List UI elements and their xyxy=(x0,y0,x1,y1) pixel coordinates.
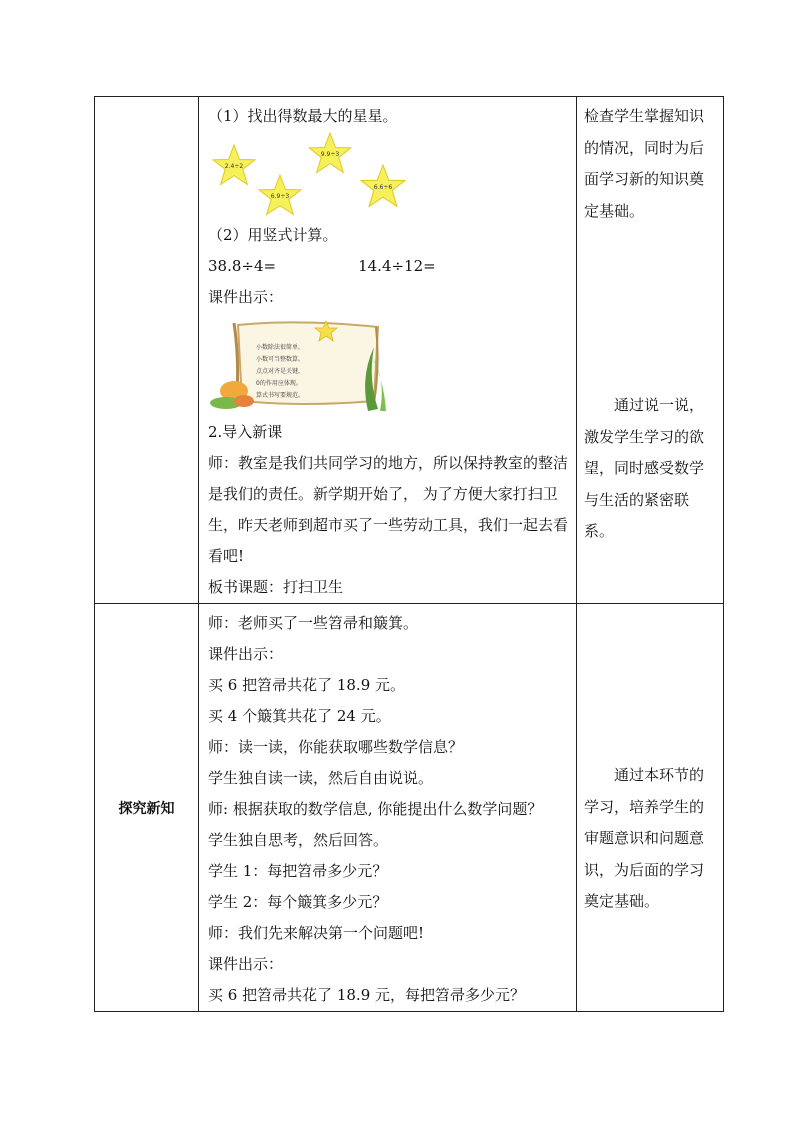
purpose-text: 通过说一说，激发学生学习的欲望，同时感受数学与生活的紧密联系。 xyxy=(584,396,705,540)
content-cell xyxy=(199,97,577,604)
content-line: 课件出示： xyxy=(208,955,284,973)
calc-row xyxy=(208,251,576,282)
rhyme-line: 0的作用应体现。 xyxy=(256,380,302,387)
calc-item: 14.4÷12= xyxy=(358,257,436,275)
question-2: （2）用竖式计算。 xyxy=(208,226,338,244)
rhyme-line: 点点对齐是关键， xyxy=(256,368,305,375)
scroll-illustration xyxy=(208,317,392,413)
teacher-intro: 师：教室是我们共同学习的地方，所以保持教室的整洁是我们的责任。新学期开始了， 为了方便大家打扫卫生，昨天老师到超市买了一些劳动工具，我们一起去看看吧! xyxy=(208,454,569,565)
purpose-text: 通过本环节的学习，培养学生的审题意识和问题意识，为后面的学习奠定基础。 xyxy=(584,766,705,910)
star-item xyxy=(308,132,352,174)
rhyme-line: 小数可当整数算。 xyxy=(256,356,305,363)
calc-item: 38.8÷4= xyxy=(208,257,277,275)
content-line: 买 4 个簸箕共花了 24 元。 xyxy=(208,707,391,725)
stage-label: 探究新知 xyxy=(95,604,199,1012)
content-line: 学生 1：每把笤帚多少元？ xyxy=(208,862,388,880)
content-line: 课件出示： xyxy=(208,645,284,663)
table-row xyxy=(95,97,724,604)
content-cell xyxy=(199,604,577,1012)
section-title: 2.导入新课 xyxy=(208,423,283,441)
content-line: 师: 根据获取的数学信息, 你能提出什么数学问题？ xyxy=(208,800,543,818)
content-line: 学生独自读一读，然后自由说说。 xyxy=(208,769,434,787)
content-line: 买 6 把笤帚共花了 18.9 元，每把笤帚多少元？ xyxy=(208,986,526,1004)
stage-cell-empty xyxy=(95,97,199,604)
content-line: 师：我们先来解决第一个问题吧! xyxy=(208,924,425,942)
content-line: 师：读一读，你能获取哪些数学信息？ xyxy=(208,738,464,756)
courseware-label: 课件出示： xyxy=(208,288,284,306)
content-line: 买 6 把笤帚共花了 18.9 元。 xyxy=(208,676,406,694)
board-title: 板书课题：打扫卫生 xyxy=(208,578,344,596)
star-label: 6.9÷3 xyxy=(270,193,290,200)
star-label: 9.9÷3 xyxy=(320,151,340,158)
rhyme-board-image xyxy=(208,317,392,413)
star-item xyxy=(212,144,256,186)
star-label: 6.6÷6 xyxy=(373,184,393,191)
star-label: 2.4÷2 xyxy=(224,163,244,170)
rhyme-line: 算式书写要规范。 xyxy=(256,392,305,399)
lesson-plan-table xyxy=(94,96,724,1012)
purpose-text: 检查学生掌握知识的情况，同时为后面学习新的知识奠定基础。 xyxy=(584,107,705,220)
content-line: 学生独自思考，然后回答。 xyxy=(208,831,389,849)
purpose-cell xyxy=(577,604,724,1012)
star-group xyxy=(208,132,576,220)
star-item xyxy=(360,164,406,208)
rhyme-line: 小数除法很简单， xyxy=(256,344,305,351)
content-line: 学生 2：每个簸箕多少元？ xyxy=(208,893,388,911)
star-item xyxy=(258,174,302,216)
question-1: （1）找出得数最大的星星。 xyxy=(208,107,398,125)
purpose-cell xyxy=(577,97,724,604)
content-line: 师：老师买了一些笤帚和簸箕。 xyxy=(208,614,419,632)
table-row xyxy=(95,604,724,1012)
